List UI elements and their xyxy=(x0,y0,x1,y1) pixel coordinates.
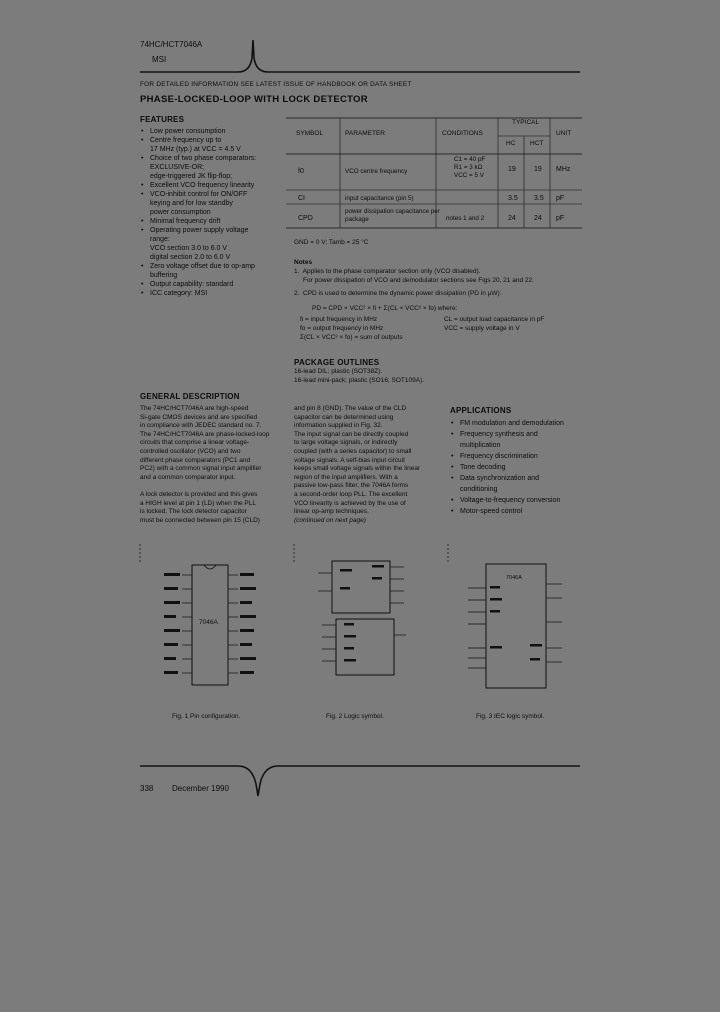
row1-unit: MHz xyxy=(556,166,571,173)
feature-item: • Low power consumption xyxy=(140,127,290,136)
fig3-caption: Fig. 3 IEC logic symbol. xyxy=(476,713,545,720)
feature-item: buffering xyxy=(150,272,178,279)
detail-note: FOR DETAILED INFORMATION SEE LATEST ISSUE OF HANDBOOK OR DATA SHEET xyxy=(140,81,412,88)
row1-cond-1: C1 = 40 pF xyxy=(454,156,486,163)
row1-cond-2: R1 = 3 kΩ xyxy=(454,164,483,171)
feature-item: • Choice of two phase comparators: xyxy=(140,154,290,163)
applications-heading: APPLICATIONS xyxy=(450,406,512,415)
application-item: conditioning xyxy=(460,486,498,493)
general-col2-line: capacitor can be determined using xyxy=(294,413,394,421)
part-number: 74HC/HCT7046A xyxy=(140,40,203,49)
row2-hct: 3.5 xyxy=(534,195,544,202)
note-vcc: VCC = supply voltage in V xyxy=(444,325,520,332)
feature-item: • Excellent VCO frequency linearity xyxy=(140,181,290,190)
feature-item: EXCLUSIVE-OR; xyxy=(150,164,205,171)
general-col1-line: in compliance with JEDEC standard no. 7. xyxy=(140,422,262,430)
general-col1-line: and a common comparator input. xyxy=(140,473,236,481)
row2-hc: 3.5 xyxy=(508,195,518,202)
feature-item: 17 MHz (typ.) at VCC = 4.5 V xyxy=(150,146,241,153)
general-col2-line: keeps small voltage signals within the linear xyxy=(294,465,421,473)
general-col1-line: different phase comparators (PC1 and xyxy=(140,456,251,464)
general-col1-line xyxy=(140,482,269,491)
general-col1-line: Si-gate CMOS devices and are specified xyxy=(140,413,258,421)
note-line-3: 2. CPD is used to determine the dynamic power dissipation (PD in μW): xyxy=(294,290,502,297)
general-col1-line: PC2) with a common signal input amplifier xyxy=(140,465,262,473)
application-item: • FM modulation and demodulation xyxy=(450,418,590,429)
note-fo: fo = output frequency in MHz xyxy=(300,325,384,332)
feature-item: VCO section 3.0 to 6.0 V xyxy=(150,245,228,252)
note-line-1: 1. Applies to the phase comparator section only (VCO disabled). xyxy=(294,268,481,275)
fig3-block-label: 7046A xyxy=(506,575,522,581)
general-col2-line: a second-order loop PLL. The excellent xyxy=(294,490,408,498)
row1-cond-3: VCC = 5 V xyxy=(454,172,484,179)
application-item: multiplication xyxy=(460,442,501,449)
table-footer: GND = 0 V; Tamb = 25 °C xyxy=(294,239,369,246)
general-col2-line: (continued on next page) xyxy=(294,516,366,524)
col-symbol: SYMBOL xyxy=(296,130,324,137)
page-number: 338 xyxy=(140,784,154,793)
col-hc: HC xyxy=(506,140,516,147)
feature-item: • Zero voltage offset due to op-amp xyxy=(140,262,290,271)
general-col2-line: to large voltage signals, or indirectly xyxy=(294,439,398,447)
fig1-caption: Fig. 1 Pin configuration. xyxy=(172,713,241,720)
application-item: • Frequency synthesis and xyxy=(450,429,590,440)
feature-item: • Minimal frequency drift xyxy=(140,217,290,226)
general-col1 xyxy=(140,405,269,525)
feature-item: keying and for low standby xyxy=(150,200,233,207)
general-col2-line: coupled (with a series capacitor) to small xyxy=(294,447,412,455)
page-title: PHASE-LOCKED-LOOP WITH LOCK DETECTOR xyxy=(140,94,368,105)
general-col2-line: voltage signals. A self-bias input circuit xyxy=(294,456,405,464)
application-item: • Data synchronization and xyxy=(450,473,590,484)
fig2-caption: Fig. 2 Logic symbol. xyxy=(326,713,384,720)
footer-curve xyxy=(0,740,720,800)
feature-item: power consumption xyxy=(150,209,211,216)
application-item: • Voltage-to-frequency conversion xyxy=(450,495,590,506)
row3-conditions: notes 1 and 2 xyxy=(446,215,485,222)
row3-parameter: power dissipation capacitance per package xyxy=(345,208,440,223)
general-col1-line: The 74HC/HCT7046A are high-speed xyxy=(140,405,249,412)
row1-hc: 19 xyxy=(508,166,516,173)
fig1-pin-diagram xyxy=(160,555,260,700)
general-col2 xyxy=(294,405,420,525)
col-unit: UNIT xyxy=(556,130,572,137)
application-item: • Motor-speed control xyxy=(450,506,590,517)
general-col1-line: controlled oscillator (VCO) and two xyxy=(140,447,241,455)
feature-item: edge-triggered JK flip-flop; xyxy=(150,173,233,180)
typical-label: TYPICAL xyxy=(512,119,540,126)
row3-unit: pF xyxy=(556,215,565,222)
category-label: MSI xyxy=(152,55,167,64)
features-list xyxy=(140,127,290,298)
note-cl: CL = output load capacitance in pF xyxy=(444,316,545,323)
col-parameter: PARAMETER xyxy=(345,130,385,137)
general-col2-line: VCO linearity is achieved by the use of xyxy=(294,499,406,507)
note-formula: PD = CPD × VCC² × fi + Σ(CL × VCC² × fo) where: xyxy=(312,305,458,312)
application-item: • Tone decoding xyxy=(450,462,590,473)
row1-hct: 19 xyxy=(534,166,542,173)
row1-parameter: VCO centre frequency xyxy=(345,168,408,175)
feature-item: digital section 2.0 to 6.0 V xyxy=(150,254,231,261)
col-conditions: CONDITIONS xyxy=(442,130,483,137)
general-col1-line: The 74HC/HCT7046A are phase-locked-loop xyxy=(140,430,270,438)
package-line-2: 16-lead mini-pack; plastic (SO16; SOT109A). xyxy=(294,377,425,384)
row3-symbol: CPD xyxy=(298,215,313,222)
row3-hc: 24 xyxy=(508,215,516,222)
general-col1-line: A lock detector is provided and this gives xyxy=(140,490,258,498)
col-hct: HCT xyxy=(530,140,544,147)
note-line-2: For power dissipation of VCO and demodulator sections see Figs 20, 21 and 22. xyxy=(294,277,534,284)
general-col2-line: The input signal can be directly coupled xyxy=(294,430,409,438)
features-heading: FEATURES xyxy=(140,115,185,124)
row2-symbol: CI xyxy=(298,195,305,202)
fig1-chip-label: 7046A xyxy=(199,619,218,626)
feature-item: • Operating power supply voltage xyxy=(140,226,290,235)
feature-item: • VCO-inhibit control for ON/OFF xyxy=(140,190,290,199)
package-line-1: 16-lead DIL; plastic (SOT38Z). xyxy=(294,368,383,375)
general-col2-line: linear op-amp techniques. xyxy=(294,508,369,516)
general-col2-line: region of the input amplifiers. With a xyxy=(294,473,398,481)
row1-symbol: f0 xyxy=(298,168,304,175)
application-item: • Frequency discrimination xyxy=(450,451,590,462)
package-heading: PACKAGE OUTLINES xyxy=(294,358,380,367)
general-col1-line: must be connected between pin 15 (CLD) xyxy=(140,516,260,524)
fig2-logic-symbol xyxy=(300,555,410,695)
general-col2-line: passive low-pass filter, the 7046A forms xyxy=(294,482,409,490)
row2-parameter: input capacitance (pin 5) xyxy=(345,195,414,202)
footer-date: December 1990 xyxy=(172,784,229,793)
row3-hct: 24 xyxy=(534,215,542,222)
applications-list xyxy=(450,418,590,517)
general-col2-line: and pin 8 (GND). The value of the CLD xyxy=(294,405,407,412)
general-col2-line: information supplied in Fig. 32. xyxy=(294,422,383,430)
general-col1-line: a HIGH level at pin 1 (LD) when the PLL xyxy=(140,499,256,507)
general-col1-line: circuits that comprise a linear voltage- xyxy=(140,439,250,447)
note-sum: Σ(CL × VCC² × fo) = sum of outputs xyxy=(300,334,403,341)
note-fi: fi = input frequency in MHz xyxy=(300,316,378,323)
feature-item: range: xyxy=(150,236,170,243)
general-heading: GENERAL DESCRIPTION xyxy=(140,392,240,401)
feature-item: • ICC category: MSI xyxy=(140,289,290,298)
notes-heading: Notes xyxy=(294,259,313,266)
feature-item: • Output capability: standard xyxy=(140,280,290,289)
general-col1-line: is locked. The lock detector capacitor xyxy=(140,508,247,516)
feature-item: • Centre frequency up to xyxy=(140,136,290,145)
row2-unit: pF xyxy=(556,195,565,202)
